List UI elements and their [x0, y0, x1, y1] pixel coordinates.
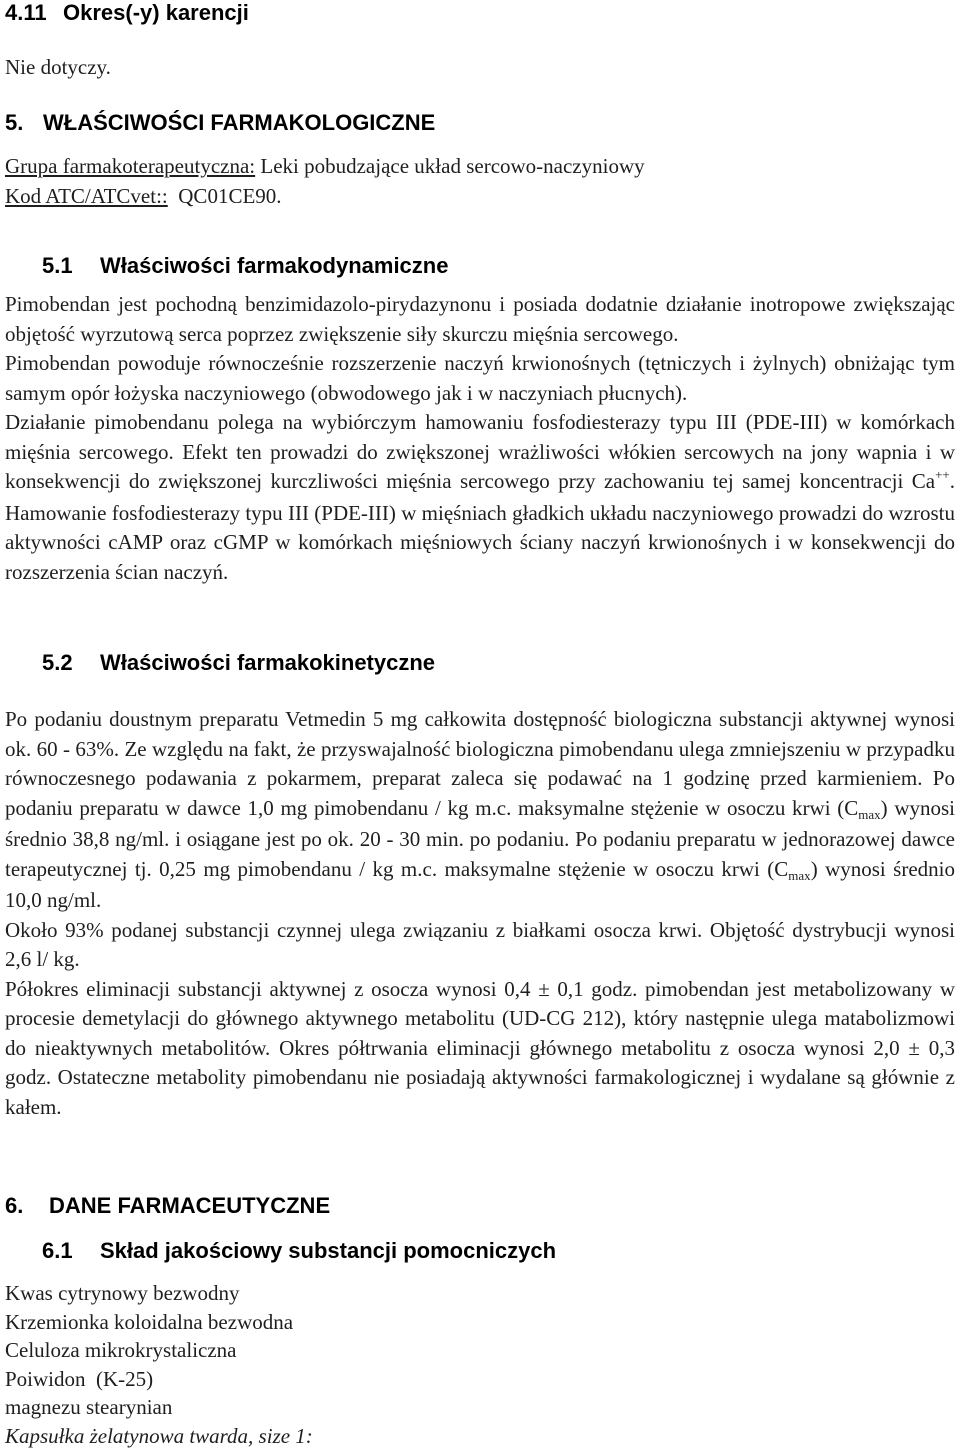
paragraph: Około 93% podanej substancji czynnej ulega związaniu z białkami osocza krwi. Objętość dystrybucji wynosi 2,6 l/ kg.: [5, 917, 955, 971]
section-number: 5.1: [42, 253, 73, 278]
list-item: Kwas cytrynowy bezwodny: [5, 1281, 240, 1305]
group-value: Leki pobudzające układ sercowo-naczyniowy: [255, 154, 645, 178]
section-number: 5.2: [42, 650, 73, 675]
text-run: Po podaniu doustnym preparatu Vetmedin 5 mg całkowita dostępność biologiczna substancji aktywnej wynosi ok. 60 - 63%. Ze względu na fakt, że przyswajalność biologiczna pimobendanu ulega zmniejszeniu w przypadku równoczesnego podawania z pokarmem, preparat zaleca się podawać na 1 godzinę przed karmieniem. Po podaniu preparatu w dawce 1,0 mg pimobendanu / kg m.c. maksymalne stężenie w osoczu krwi (C: [5, 707, 955, 820]
section-number: 6.: [5, 1193, 24, 1218]
atc-label: Kod ATC/ATCvet::: [5, 184, 168, 208]
section-5-heading: [5, 110, 955, 136]
section-6-1-heading: [42, 1238, 955, 1264]
atc-group-line: [5, 154, 955, 179]
list-item: Poiwidon (K-25): [5, 1366, 154, 1391]
section-5-2-heading: [42, 650, 955, 676]
section-number: 6.1: [42, 1238, 73, 1263]
list-item: magnezu stearynian: [5, 1395, 173, 1419]
atc-value: QC01CE90.: [167, 184, 282, 208]
group-label: Grupa farmakoterapeutyczna:: [5, 154, 256, 178]
paragraph: Półokres eliminacji substancji aktywnej z osocza wynosi 0,4 ± 0,1 godz. pimobendan jest metabolizowany w procesie demetylacji do głównego aktywnego metabolitu (UD-CG 212), który następnie ulega matabolizmowi do nieaktywnych metabolitów. Okres półtrwania eliminacji głównego metabolitu z osocza wynosi 2,0 ± 0,3 godz. Ostateczne metabolity pimobendanu nie posiadają aktywności farmakologicznej i wydalane są głównie z kałem.: [5, 976, 955, 1119]
section-number: 4.11: [5, 0, 47, 25]
text-run: . Hamowanie fosfodiesterazy typu III (PDE-III) w mięśniach gładkich układu naczyniowego prowadzi do wzrostu aktywności cAMP oraz cGMP w komórkach mięśniowych ściany naczyń krwionośnych i w konsekwencji do rozszerzenia ścian naczyń.: [5, 469, 955, 584]
list-item: Krzemionka koloidalna bezwodna: [5, 1309, 294, 1334]
paragraph: Pimobendan jest pochodną benzimidazolo-pirydazynonu i posiada dodatnie działanie inotropowe zwiększając objętość wyrzutową serca poprzez zwiększenie siły skurczu mięśnia sercowego.: [5, 292, 955, 346]
section-title: WŁAŚCIWOŚCI FARMAKOLOGICZNE: [43, 110, 436, 135]
paragraph: [5, 408, 955, 587]
pharmacokinetics-text: [5, 705, 955, 1122]
section-number: 5.: [5, 110, 24, 135]
section-4-11-heading: [5, 0, 955, 26]
capsule-note: Kapsułka żelatynowa twarda, size 1:: [5, 1423, 313, 1448]
text-run: ) wynosi średnio 38,8 ng/ml. i osiągane jest po ok. 20 - 30 min. po podaniu. Po podaniu preparatu w jednorazowej dawce terapeutycznej tj. 0,25 mg pimobendanu / kg m.c. maksymalne stężenie w osoczu krwi (C: [5, 795, 955, 881]
section-4-11-text: Nie dotyczy.: [5, 55, 111, 79]
list-item: Celuloza mikrokrystaliczna: [5, 1338, 237, 1362]
paragraph: [5, 705, 955, 916]
paragraph: Pimobendan powoduje równocześnie rozszerzenie naczyń krwionośnych (tętniczych i żylnych) obniżając tym samym opór łożyska naczyniowego (obwodowego jak i w naczyniach płucnych).: [5, 351, 955, 405]
section-5-1-heading: [42, 253, 955, 279]
excipients-list: [5, 1279, 955, 1450]
pharmacodynamics-text: [5, 290, 955, 587]
section-title: Właściwości farmakodynamiczne: [100, 253, 449, 278]
text-run: ) wynosi średnio 10,0 ng/ml.: [5, 856, 955, 912]
section-title: Właściwości farmakokinetyczne: [100, 650, 436, 675]
subscript: max: [788, 867, 811, 883]
subscript: max: [858, 806, 881, 822]
section-6-heading: [5, 1193, 955, 1219]
text-run: Działanie pimobendanu polega na wybiórczym hamowaniu fosfodiesterazy typu III (PDE-III) w komórkach mięśnia sercowego. Efekt ten prowadzi do zwiększonej wrażliwości włókien sercowych na jony wapnia i w konsekwencji do zwiększonej kurczliwości mięśnia sercowego przy zachowaniu tej samej koncentracji Ca: [5, 410, 955, 493]
section-title: DANE FARMACEUTYCZNE: [49, 1193, 331, 1218]
atc-code-line: [5, 184, 955, 209]
section-title: Okres(-y) karencji: [63, 0, 249, 25]
section-title: Skład jakościowy substancji pomocniczych: [100, 1238, 557, 1263]
superscript: ++: [935, 467, 950, 482]
